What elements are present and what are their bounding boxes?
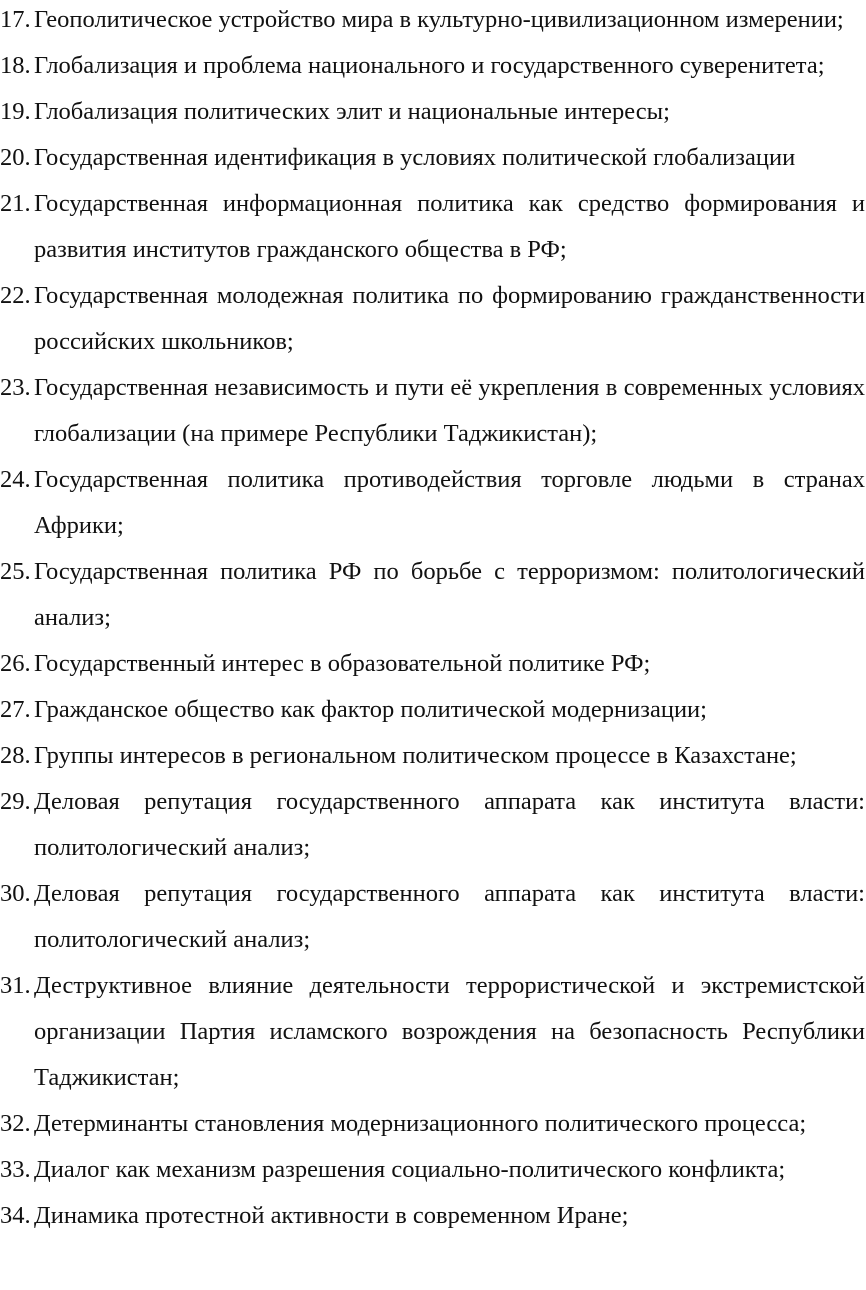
- topic-item: [0, 365, 865, 457]
- topic-number: 27.: [0, 696, 31, 723]
- topic-text: Государственная политика противодействия торговле людьми в странах Африки;: [34, 466, 865, 539]
- topic-text: Деловая репутация государственного аппарата как института власти: политологический анализ;: [34, 788, 865, 861]
- topic-number: 23.: [0, 374, 31, 401]
- topic-text: Группы интересов в региональном политическом процессе в Казахстане;: [34, 742, 797, 769]
- topic-item: [0, 871, 865, 963]
- topic-item: [0, 457, 865, 549]
- topic-number: 30.: [0, 880, 31, 907]
- topic-text: Деструктивное влияние деятельности террористической и экстремистской организации Партия исламского возрождения на безопасность Республики Таджикистан;: [34, 972, 865, 1091]
- topic-number: 32.: [0, 1110, 31, 1137]
- topic-text: Гражданское общество как фактор политической модернизации;: [34, 696, 707, 723]
- topic-number: 34.: [0, 1202, 31, 1229]
- topic-item: [0, 89, 865, 135]
- topic-text: Глобализация политических элит и национальные интересы;: [34, 98, 670, 125]
- topic-number: 17.: [0, 6, 31, 33]
- topic-item: [0, 641, 865, 687]
- topic-number: 25.: [0, 558, 31, 585]
- topic-text: Государственный интерес в образовательной политике РФ;: [34, 650, 651, 677]
- topic-item: [0, 963, 865, 1101]
- topic-number: 28.: [0, 742, 31, 769]
- topic-text: Деловая репутация государственного аппарата как института власти: политологический анализ;: [34, 880, 865, 953]
- topic-item: [0, 733, 865, 779]
- topic-item: [0, 549, 865, 641]
- topic-number: 19.: [0, 98, 31, 125]
- topic-text: Государственная информационная политика как средство формирования и развития институтов гражданского общества в РФ;: [34, 190, 865, 263]
- topic-text: Государственная независимость и пути её укрепления в современных условиях глобализации (на примере Республики Таджикистан);: [34, 374, 865, 447]
- topic-item: [0, 135, 865, 181]
- topic-number: 18.: [0, 52, 31, 79]
- topic-item: [0, 1193, 865, 1239]
- topic-number: 26.: [0, 650, 31, 677]
- topic-text: Государственная политика РФ по борьбе с терроризмом: политологический анализ;: [34, 558, 865, 631]
- topic-text: Государственная идентификация в условиях политической глобализации: [34, 144, 796, 171]
- topic-item: [0, 1101, 865, 1147]
- topic-item: [0, 779, 865, 871]
- topic-text: Геополитическое устройство мира в культурно-цивилизационном измерении;: [34, 6, 844, 33]
- topic-number: 24.: [0, 466, 31, 493]
- topic-number: 22.: [0, 282, 31, 309]
- topic-item: [0, 687, 865, 733]
- topic-number: 20.: [0, 144, 31, 171]
- topic-item: [0, 43, 865, 89]
- topic-number: 29.: [0, 788, 31, 815]
- topic-text: Динамика протестной активности в современном Иране;: [34, 1202, 629, 1229]
- topic-item: [0, 1147, 865, 1193]
- topic-text: Государственная молодежная политика по формированию гражданственности российских школьников;: [34, 282, 865, 355]
- topic-text: Диалог как механизм разрешения социально-политического конфликта;: [34, 1156, 786, 1183]
- topic-item: [0, 181, 865, 273]
- topic-text: Глобализация и проблема национального и государственного суверенитета;: [34, 52, 825, 79]
- topic-text: Детерминанты становления модернизационного политического процесса;: [34, 1110, 807, 1137]
- topic-number: 31.: [0, 972, 31, 999]
- topic-item: [0, 273, 865, 365]
- topic-item: [0, 0, 865, 43]
- topic-number: 21.: [0, 190, 31, 217]
- topic-number: 33.: [0, 1156, 31, 1183]
